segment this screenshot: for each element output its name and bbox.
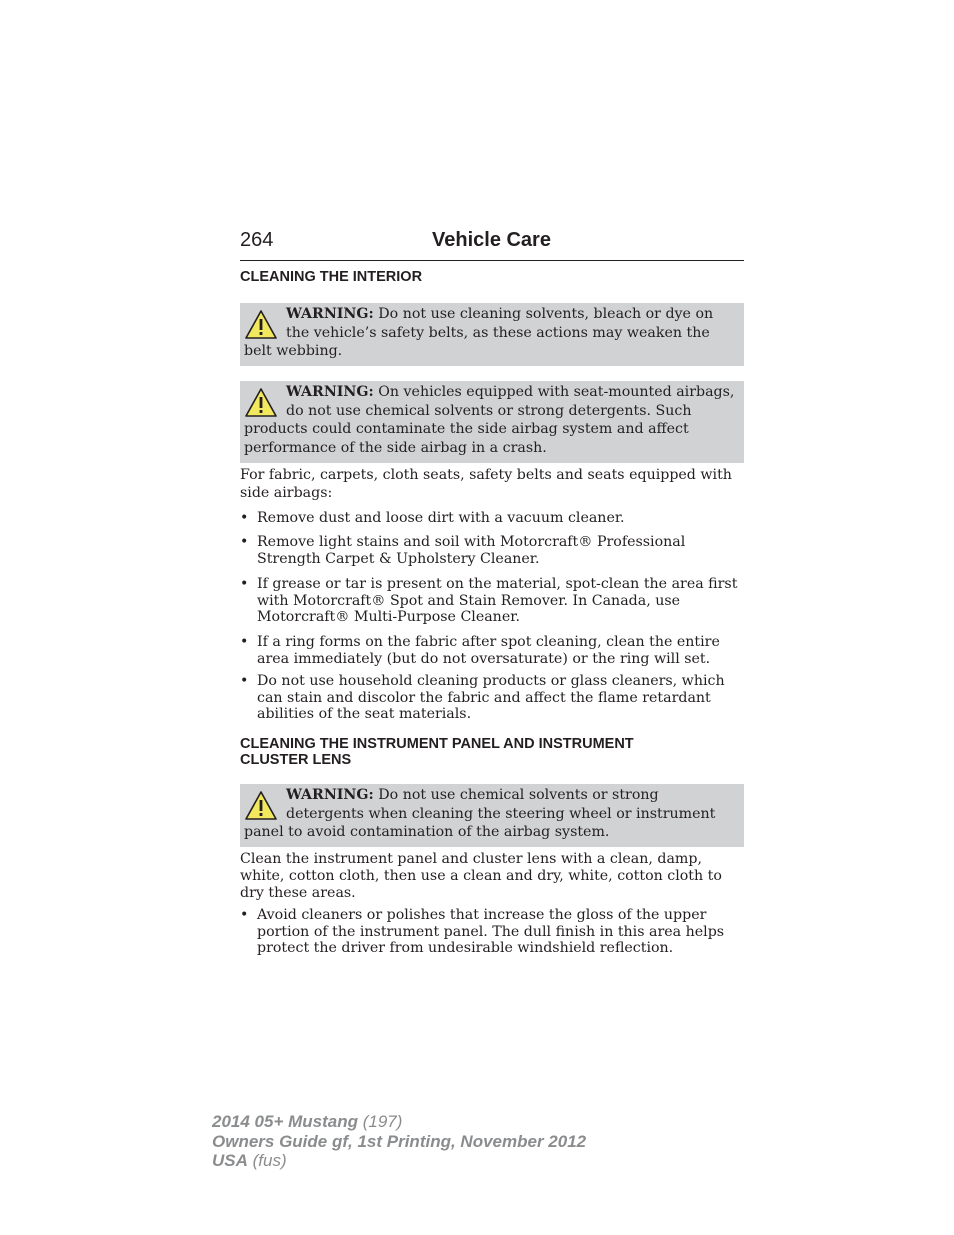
- bullet-dot: •: [240, 634, 249, 650]
- footer-model: 2014 05+ Mustang: [212, 1112, 358, 1131]
- warning-triangle-icon: [244, 789, 278, 823]
- bullet-dot: •: [240, 510, 249, 526]
- heading-line: CLUSTER LENS: [240, 752, 352, 768]
- warning-text: Do not use cleaning solvents, bleach or dye on the vehicle’s safety belts, as these actions may weaken the belt webbing.: [244, 306, 714, 360]
- warning-triangle-icon: [244, 308, 278, 342]
- warning-box: [240, 381, 744, 463]
- footer-market-code: (fus): [252, 1151, 287, 1170]
- warning-text: On vehicles equipped with seat-mounted airbags, do not use chemical solvents or strong detergents. Such products could contaminate the side airbag system and affect performance of the side airbag in a crash.: [244, 384, 735, 457]
- list-item: [240, 510, 744, 527]
- bullet-dot: •: [240, 576, 249, 592]
- list-item-text: Do not use household cleaning products or glass cleaners, which can stain and discolor the fabric and affect the flame retardant abilities of the seat materials.: [257, 673, 725, 723]
- list-item-text: If a ring forms on the fabric after spot cleaning, clean the entire area immediately (but do not oversaturate) or the ring will set.: [257, 634, 720, 667]
- bullet-dot: •: [240, 673, 249, 689]
- footer-line: [212, 1112, 586, 1132]
- list-item: [240, 673, 744, 723]
- list-item: [240, 634, 744, 667]
- footer-guide: Owners Guide gf, 1st Printing, November 2012: [212, 1131, 587, 1151]
- list-item: [240, 576, 744, 626]
- warning-label: WARNING:: [286, 787, 374, 803]
- interior-intro: For fabric, carpets, cloth seats, safety belts and seats equipped with side airbags:: [240, 467, 732, 501]
- list-item-text: Remove light stains and soil with Motorcraft® Professional Strength Carpet & Upholstery Cleaner.: [257, 534, 686, 567]
- footer-model-code: (197): [362, 1112, 403, 1131]
- section-heading-instrument-panel: [240, 736, 744, 768]
- list-item-text: Remove dust and loose dirt with a vacuum cleaner.: [257, 510, 625, 526]
- list-item-text: Avoid cleaners or polishes that increase the gloss of the upper portion of the instrument panel. The dull finish in this area helps protect the driver from undesirable windshield reflection.: [257, 907, 725, 957]
- warning-label: WARNING:: [286, 384, 374, 400]
- warning-box: [240, 303, 744, 366]
- footer-line: [212, 1151, 586, 1171]
- page-header: [240, 229, 744, 261]
- section-heading-interior: CLEANING THE INTERIOR: [240, 269, 423, 285]
- list-item: [240, 907, 744, 957]
- page-number: 264: [240, 229, 274, 251]
- bullet-dot: •: [240, 907, 249, 923]
- warning-label: WARNING:: [286, 306, 374, 322]
- list-item: [240, 534, 744, 567]
- list-item-text: If grease or tar is present on the material, spot-clean the area first with Motorcraft® Spot and Stain Remover. In Canada, use Motorcraft® Multi-Purpose Cleaner.: [257, 576, 738, 626]
- page-footer: [212, 1112, 586, 1171]
- bullet-dot: •: [240, 534, 249, 550]
- footer-market: USA: [212, 1151, 248, 1170]
- warning-box: [240, 784, 744, 847]
- chapter-title: Vehicle Care: [432, 229, 551, 251]
- warning-text: Do not use chemical solvents or strong detergents when cleaning the steering wheel or instrument panel to avoid contamination of the airbag system.: [244, 787, 716, 841]
- warning-triangle-icon: [244, 386, 278, 420]
- heading-line: CLEANING THE INSTRUMENT PANEL AND INSTRUMENT: [240, 736, 634, 752]
- footer-line: [212, 1132, 586, 1152]
- instrument-intro: Clean the instrument panel and cluster lens with a clean, damp, white, cotton cloth, then use a clean and dry, white, cotton cloth to dry these areas.: [240, 851, 722, 901]
